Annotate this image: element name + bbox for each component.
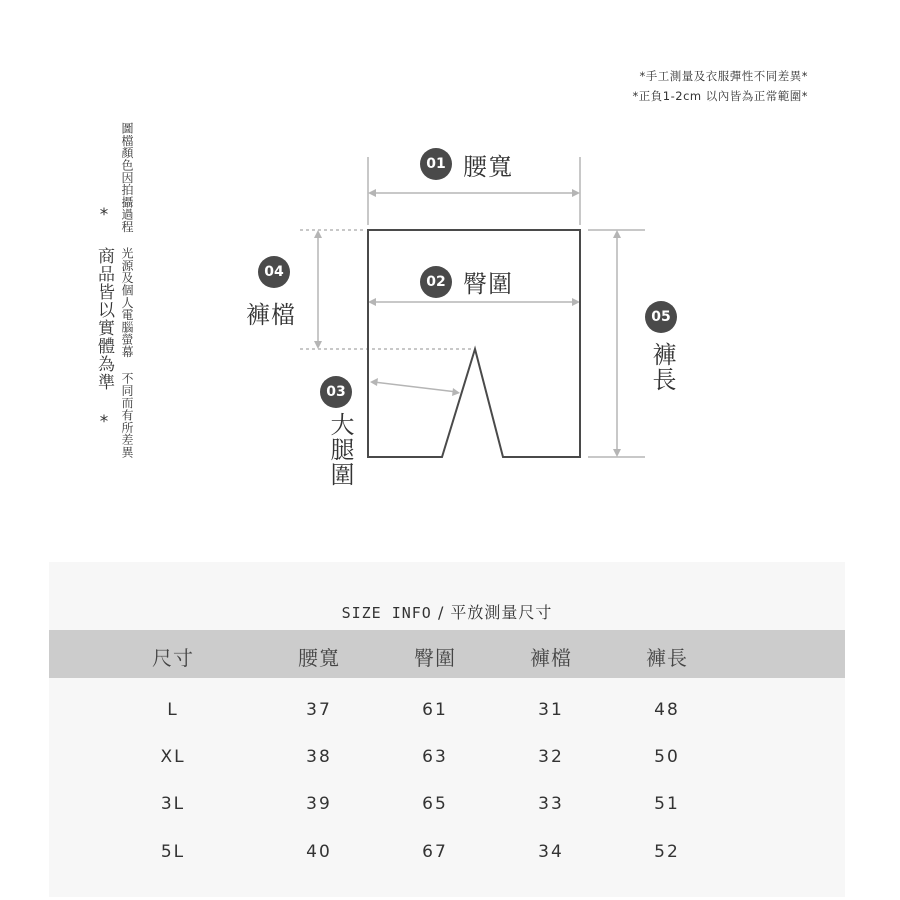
- row-3l-size: 3L: [160, 794, 186, 814]
- row-l-length: 48: [654, 700, 680, 720]
- label-thigh: 大腿圍: [326, 412, 354, 487]
- header-size: 尺寸: [152, 646, 194, 670]
- row-l-waist: 37: [306, 700, 332, 720]
- header-length: 褲長: [646, 646, 688, 670]
- badge-02-icon: 02: [420, 266, 452, 298]
- row-xl-waist: 38: [306, 747, 332, 767]
- row-5l-hip: 67: [422, 842, 448, 862]
- row-5l-waist: 40: [306, 842, 332, 862]
- size-table-header: [49, 630, 845, 678]
- row-xl-size: XL: [160, 747, 186, 767]
- label-length: 褲長: [648, 342, 676, 392]
- header-hip: 臀圍: [414, 646, 456, 670]
- row-5l-rise: 34: [538, 842, 564, 862]
- size-info-title: [49, 600, 845, 623]
- size-info-title-en: SIZE INFO: [341, 604, 432, 622]
- row-3l-hip: 65: [422, 794, 448, 814]
- row-xl-hip: 63: [422, 747, 448, 767]
- row-5l-size: 5L: [160, 842, 186, 862]
- row-3l-waist: 39: [306, 794, 332, 814]
- row-xl-rise: 32: [538, 747, 564, 767]
- badge-05-icon: 05: [645, 301, 677, 333]
- header-waist: 腰寬: [298, 646, 340, 670]
- header-rise: 褲檔: [530, 646, 572, 670]
- row-l-rise: 31: [538, 700, 564, 720]
- row-l-size: L: [167, 700, 179, 720]
- row-3l-rise: 33: [538, 794, 564, 814]
- measurement-note: *手工測量及衣服彈性不同差異*: [639, 69, 808, 83]
- size-info-title-zh: 平放測量尺寸: [450, 603, 553, 622]
- tolerance-note: *正負1-2cm 以內皆為正常範圍*: [632, 89, 808, 103]
- label-rise: 褲檔: [246, 301, 296, 329]
- thigh-measure-line: [374, 382, 457, 392]
- row-3l-length: 51: [654, 794, 680, 814]
- row-l-hip: 61: [422, 700, 448, 720]
- size-info-panel: [49, 562, 845, 897]
- badge-03-icon: 03: [320, 376, 352, 408]
- badge-04-icon: 04: [258, 256, 290, 288]
- label-waist: 腰寬: [463, 153, 513, 181]
- size-info-separator: /: [437, 603, 445, 622]
- row-5l-length: 52: [654, 842, 680, 862]
- color-disclaimer: 圖檔顏色因拍攝過程 光源及個人電腦螢幕 不同而有所差異: [120, 122, 134, 459]
- product-disclaimer: * 商品皆以實體為準 *: [94, 205, 114, 433]
- label-hip: 臀圍: [463, 270, 513, 298]
- badge-01-icon: 01: [420, 148, 452, 180]
- row-xl-length: 50: [654, 747, 680, 767]
